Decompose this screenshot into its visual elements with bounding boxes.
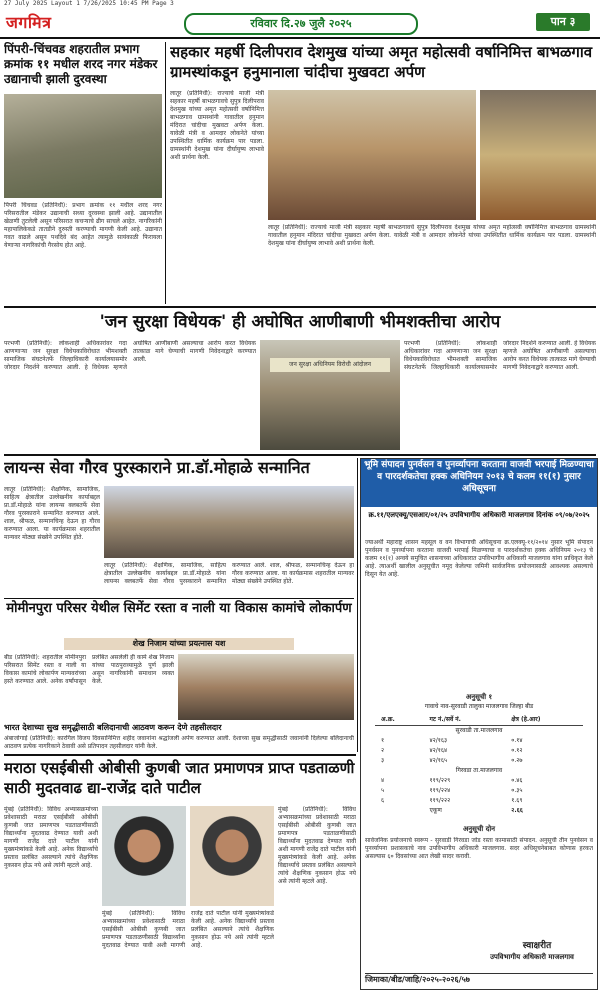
col-header: अ.क्र. [375, 715, 424, 726]
table-row [375, 776, 583, 786]
notice-body: ज्याअर्थी महाराष्ट्र शासन महसूल व वन विभागाची अधिसूचना क्र.एलक्यू-११/२०१४ नुसार भूमि संपादन पुनर्वसन व पुनर्व्यापना करताना वाजवी भरपाई मिळण्याचा व पारदर्शकतेचा हक्क अधिनियम २०१३ चे कलम ११(१) अन्वये समुचित शासनाच्या अधिकारात उपविभागीय अधिकारी माजलगाव यांना प्राधिकृत केले आहे. त्याअर्थी खालील अनुसूचीत नमूद केलेल्या जमिनी सार्वजनिक प्रयोजनासाठी आवश्यक असल्याचे दिसून येत आहे. [365, 539, 593, 578]
article-body: मुंबई (प्रतिनिधी): विविध अभ्यासक्रमांच्या प्रवेशासाठी मराठा एसईबीसी ओबीसी कुणबी जात प्रमाणपत्र पडताळणीसाठी विद्यार्थ्यांना मुदतवाढ देण्यात यावी अशी मागणी राजेंद्र दाते पाटील यांनी मुख्यमंत्र्यांकडे केली आहे. अनेक विद्यार्थ्यांचे प्रस्ताव प्रलंबित असल्याने त्यांचे शैक्षणिक नुकसान होऊ नये असे त्यांनी म्हटले आहे. [4, 806, 98, 869]
cell: ४२/१६५ [429, 757, 448, 764]
article-body-continued: परभणी (प्रतिनिधी): लोकशाही अधिकारांवर गदा आणणाऱ्या जन सुरक्षा विधेयकाविरोधात भीमशक्ती सामाजिक संघटनेतर्फे जिल्हाधिकारी कार्यालयासमोर जोरदार निदर्शने करण्यात आली. हे विधेयक म्हणजे अघोषित आणीबाणी असल्याचा आरोप करत विधेयक तात्काळ मागे घेण्याची मागणी निवेदनाद्वारे करण्यात आली. [404, 340, 596, 371]
schedule-subtitle: गावाचे नाव-सुरवाडी तालुका माजलगाव जिल्हा बीड [424, 703, 534, 710]
table-row [375, 756, 583, 766]
story-momeenpura [4, 598, 354, 720]
cell: १.६९ [511, 797, 523, 804]
cell: ११९/२२४ [429, 787, 451, 794]
brand-name: जगमित्र [6, 13, 52, 32]
protest-banner: जन सुरक्षा अधिनियम विरोधी आंदोलन [270, 358, 390, 372]
schedule-title: अनुसूची १ [465, 693, 493, 701]
article-body: पिंपरी चिंचवड (प्रतिनिधी): प्रभाग क्रमांक ११ मधील शरद नगर परिसरातील मंडेकर उद्यानाची सध्या दुरवस्था झाली आहे. उद्यानातील खेळणी तुटलेली असून परिसरात कचऱ्याचे ढीग साचले आहेत. नागरिकांनी महापालिकेकडे तातडीने दुरुस्ती करण्याची मागणी केली आहे. उद्यानात गवत वाढले असून पथदिवे बंद आहेत त्यामुळे सायंकाळी फिरायला येणाऱ्या नागरिकांची गैरसोय होत आहे. [4, 202, 162, 249]
cell: ०.१२ [511, 747, 523, 754]
headline: पिंपरी-चिंचवड शहरातील प्रभाग क्रमांक ११ मधील शरद नगर मंडेकर उद्यानाची झाली दुरवस्था [4, 42, 158, 86]
cell: ४२/१६४ [429, 747, 448, 754]
article-body: अंबाजोगाई (प्रतिनिधी): कारगिल विजय दिवसानिमित्त शहीद जवानांना श्रद्धांजली अर्पण करण्यात आली. देशाच्या सुख समृद्धीसाठी जवानांनी दिलेल्या बलिदानाची आठवण प्रत्येक नागरिकाने ठेवावी असे प्रतिपादन तहसीलदार यांनी केले. [4, 735, 354, 750]
newspaper-logo [6, 12, 96, 34]
col-header: गट नं./सर्वे नं. [424, 715, 506, 726]
notice-reference: क्र.११/एलएक्यू/एसआर/०१/२५ उपविभागीय अधिकारी माजलगाव दिनांक ०९/०७/२०२५ [368, 511, 590, 519]
cell: ४ [381, 777, 385, 784]
story-garden [4, 42, 162, 302]
schedule-table [375, 715, 583, 816]
article-body: परभणी (प्रतिनिधी): लोकशाही अधिकारांवर गदा आणणाऱ्या जन सुरक्षा विधेयकाविरोधात भीमशक्ती सामाजिक संघटनेतर्फे जिल्हाधिकारी कार्यालयासमोर जोरदार निदर्शने करण्यात आली. हे विधेयक म्हणजे अघोषित आणीबाणी असल्याचा आरोप करत विधेयक तात्काळ मागे घेण्याची मागणी निवेदनाद्वारे करण्यात आली. [4, 340, 256, 371]
garden-photo [4, 94, 162, 198]
story-tahsildar [232, 650, 233, 651]
rule [4, 598, 354, 599]
article-body-continued: लातूर (प्रतिनिधी): राज्याचे माजी मंत्री सहकार महर्षी बाभळगावचे सुपुत्र दिलीपराव देशमुख यांच्या अमृत महोत्सवी वर्षानिमित्त बाभळगाव ग्रामस्थांनी गावातील हनुमान मंदिरात चांदीचा मुखवटा अर्पण केला. यावेळी मंत्री व आमदार लोकनेते यांच्या उपस्थितीत धार्मिक कार्यक्रम पार पडला. ग्रामस्थांनी देशमुख यांना दीर्घायुष्य लाभावे अशी प्रार्थना केली. [268, 224, 596, 247]
story-tahsildar-tribute [4, 722, 354, 752]
section-divider [4, 454, 596, 456]
article-body: लातूर (प्रतिनिधी): राज्याचे माजी मंत्री सहकार महर्षी बाभळगावचे सुपुत्र दिलीपराव देशमुख यांच्या अमृत महोत्सवी वर्षानिमित्त बाभळगाव ग्रामस्थांनी गावातील हनुमान मंदिरात चांदीचा मुखवटा अर्पण केला. यावेळी मंत्री व आमदार लोकनेते यांच्या उपस्थितीत धार्मिक कार्यक्रम पार पडला. ग्रामस्थांनी देशमुख यांना दीर्घायुष्य लाभावे अशी प्रार्थना केली. [170, 90, 264, 161]
story-mask-offering [170, 42, 596, 304]
signature-label: स्वाक्षरीत [522, 941, 552, 951]
cell: २.६६ [511, 807, 523, 814]
headline: लायन्स सेवा गौरव पुरस्काराने प्रा.डॉ.मोहाळे सन्मानित [4, 458, 310, 477]
table-row [375, 746, 583, 756]
cell: २ [381, 747, 385, 754]
cell [375, 806, 424, 816]
notice-footer-body: सार्वजनिक प्रयोजनाचे स्वरूप - सुरवाडी गिरवडा जोड रस्ता कामासाठी संपादन. अनुसूची तीन पुनर्वसन व पुनर्व्यापना प्रशासकाचे नाव उपविभागीय अधिकारी माजलगाव. सदर अधिसूचनेबाबत कोणास हरकत असल्यास ६० दिवसांच्या आत लेखी सादर करावी. [365, 837, 593, 860]
cell: ०.४६ [511, 777, 523, 784]
byline-strip: शेख निजाम यांच्या प्रयत्नास यश [64, 638, 294, 650]
portrait-photo-two [190, 806, 274, 906]
headline: सहकार महर्षी दिलीपराव देशमुख यांच्या अमृत महोत्सवी वर्षानिमित्त बाभळगाव ग्रामस्थांकडून हनुमानाला चांदीचा मुखवटा अर्पण [170, 43, 593, 81]
table-row [375, 806, 583, 816]
cell: ०.२७ [511, 757, 523, 764]
cell: ६ [381, 797, 385, 804]
table-row [375, 736, 583, 746]
story-lions-award [4, 458, 354, 596]
notice-header: भूमि संपादन पुनर्वसन व पुनर्व्यापना करताना वाजवी भरपाई मिळण्याचा व पारदर्शकतेचा हक्क अधिनियम २०१३ चे कलम ११(१) नुसार अधिसूचना [361, 459, 597, 507]
headline: 'जन सुरक्षा विधेयक' ही अघोषित आणीबाणी भीमशक्तीचा आरोप [99, 312, 501, 332]
cell: ४२/१६३ [429, 737, 448, 744]
story-kargil-tribute [232, 600, 354, 601]
inauguration-photo [178, 654, 354, 720]
story-caste-certificate [4, 758, 356, 994]
headline: मराठा एसईबीसी ओबीसी कुणबी जात प्रमाणपत्र प्राप्त पडताळणी साठी मुदतवाढ द्या-राजेंद्र दाते पाटील [4, 759, 355, 797]
print-slug: 27 July 2025 Layout 1 7/26/2025 10:45 PM Page 3 [4, 0, 174, 7]
article-body-continued: लातूर (प्रतिनिधी): शैक्षणिक, सामाजिक, साहित्य क्षेत्रातील उल्लेखनीय कार्याबद्दल प्रा.डॉ.मोहाळे यांना लायन्स क्लबतर्फे सेवा गौरव पुरस्काराने सन्मानित करण्यात आले. शाल, श्रीफळ, सन्मानचिन्ह देऊन हा गौरव करण्यात आला. या कार्यक्रमास शहरातील मान्यवर मोठ्या संख्येने उपस्थित होते. [104, 562, 354, 585]
village-name: सुरवाडी ता.माजलगाव [455, 727, 503, 734]
article-body: बीड (प्रतिनिधी): शहरातील मोमीनपुरा परिसरात सिमेंट रस्ता व नाली या विकास कामांचे लोकार्पण मान्यवरांच्या हस्ते करण्यात आले. अनेक वर्षांपासून प्रलंबित असलेली ही कामे शेख निजाम यांच्या पाठपुराव्यामुळे पूर्ण झाली असून नागरिकांनी समाधान व्यक्त केले. [4, 654, 174, 685]
village-name: गिरवडा ता.माजलगाव [455, 767, 503, 774]
protest-photo [260, 340, 400, 450]
table-row [375, 796, 583, 806]
headline: भारत देशाच्या सुख समृद्धीसाठी बलिदानाची आठवण करून देणे तहसीलदार [4, 722, 222, 732]
table-row [375, 786, 583, 796]
signer-title: उपविभागीय अधिकारी माजलगाव [490, 953, 574, 961]
column-rule [165, 42, 166, 304]
col-header: क्षेत्र (हे.आर) [505, 715, 583, 726]
cell: ११९/२२९ [429, 777, 451, 784]
cell: ०.१४ [511, 737, 523, 744]
masthead [0, 9, 600, 39]
page-number: पान ३ [536, 13, 590, 31]
land-acquisition-notice [360, 458, 598, 990]
cell: १ [381, 737, 385, 744]
story-security-bill [4, 310, 596, 452]
award-photo [104, 486, 354, 558]
ceremony-photo [268, 90, 476, 220]
cell: ५ [381, 787, 385, 794]
article-body-continued: मुंबई (प्रतिनिधी): विविध अभ्यासक्रमांच्या प्रवेशासाठी मराठा एसईबीसी ओबीसी कुणबी जात प्रमाणपत्र पडताळणीसाठी विद्यार्थ्यांना मुदतवाढ देण्यात यावी अशी मागणी राजेंद्र दाते पाटील यांनी मुख्यमंत्र्यांकडे केली आहे. अनेक विद्यार्थ्यांचे प्रस्ताव प्रलंबित असल्याने त्यांचे शैक्षणिक नुकसान होऊ नये असे त्यांनी म्हटले आहे. [278, 806, 356, 885]
article-body: लातूर (प्रतिनिधी): शैक्षणिक, सामाजिक, साहित्य क्षेत्रातील उल्लेखनीय कार्याबद्दल प्रा.डॉ.मोहाळे यांना लायन्स क्लबतर्फे सेवा गौरव पुरस्काराने सन्मानित करण्यात आले. शाल, श्रीफळ, सन्मानचिन्ह देऊन हा गौरव करण्यात आला. या कार्यक्रमास शहरातील मान्यवर मोठ्या संख्येने उपस्थित होते. [4, 486, 100, 541]
section-divider [4, 754, 356, 756]
column-rule [357, 458, 358, 752]
notice-imprint: जिमाका/बीड/जाहि/२०२५-२०२६/५७ [365, 973, 593, 986]
headline: मोमीनपुरा परिसर येथील सिमेंट रस्ता व नाली या विकास कामांचे लोकार्पण [6, 601, 352, 616]
cell: एकूण [429, 807, 442, 814]
schedule-two-title: अनुसूची दोन [462, 825, 496, 833]
section-divider [4, 306, 596, 308]
issue-date: रविवार दि.२७ जुलै २०२५ [184, 13, 418, 35]
temple-mask-photo [480, 90, 596, 220]
article-body-lower: मुंबई (प्रतिनिधी): विविध अभ्यासक्रमांच्या प्रवेशासाठी मराठा एसईबीसी ओबीसी कुणबी जात प्रमाणपत्र पडताळणीसाठी विद्यार्थ्यांना मुदतवाढ देण्यात यावी अशी मागणी राजेंद्र दाते पाटील यांनी मुख्यमंत्र्यांकडे केली आहे. अनेक विद्यार्थ्यांचे प्रस्ताव प्रलंबित असल्याने त्यांचे शैक्षणिक नुकसान होऊ नये असे त्यांनी म्हटले आहे. [102, 910, 274, 949]
cell: ३ [381, 757, 385, 764]
portrait-photo-one [102, 806, 186, 906]
cell: ११९/२२२ [429, 797, 451, 804]
cell: ०.३५ [511, 787, 523, 794]
